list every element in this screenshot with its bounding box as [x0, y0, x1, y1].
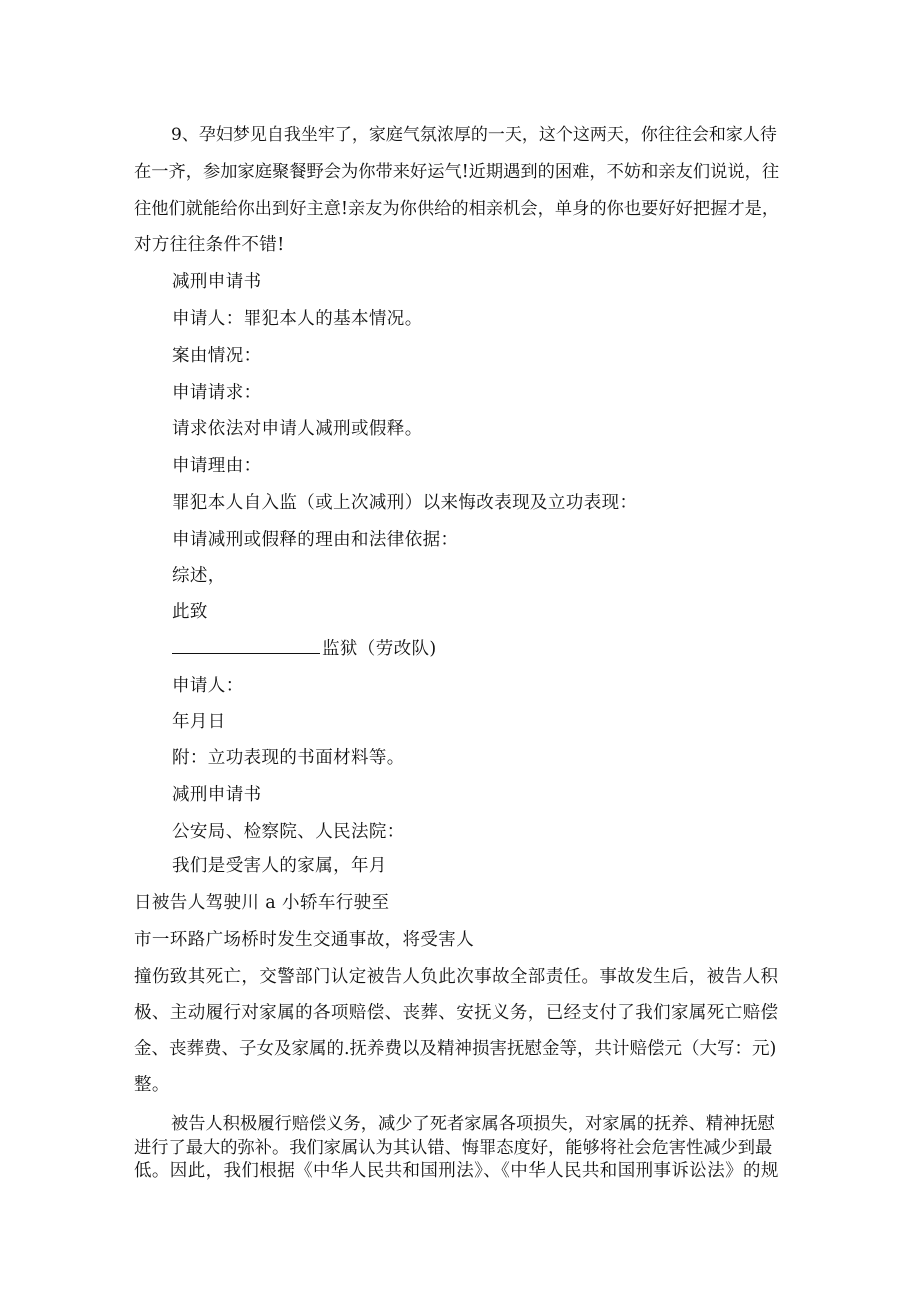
para1-line1: 9、孕妇梦见自我坐牢了，家庭气氛浓厚的一天，这个这两天，你往往会和家人待 [171, 125, 777, 145]
form1-signer: 申请人： [172, 676, 244, 696]
form1-title: 减刑申请书 [172, 272, 262, 292]
form2-para2-line1: 被告人积极履行赔偿义务，减少了死者家属各项损失，对家属的抚养、精神抚慰 [171, 1114, 775, 1134]
form1-applicant: 申请人：罪犯本人的基本情况。 [172, 309, 423, 329]
form1-prison-line [172, 635, 437, 660]
form2-body-line1: 我们是受害人的家属，年月 [172, 856, 387, 876]
form2-para2-line3: 低。因此，我们根据《中华人民共和国刑法》、《中华人民共和国刑事诉讼法》的规 [134, 1161, 779, 1181]
para1-line4: 对方往往条件不错! [134, 235, 285, 255]
form2-body-line4: 撞伤致其死亡，交警部门认定被告人负此次事故全部责任。事故发生后，被告人积 [134, 967, 779, 987]
form1-request: 请求依法对申请人减刑或假释。 [172, 419, 423, 439]
form1-summary: 综述， [172, 566, 226, 586]
form2-body-line7: 整。 [134, 1075, 170, 1095]
form2-addressee: 公安局、检察院、人民法院： [172, 822, 405, 842]
form1-attach: 附：立功表现的书面材料等。 [172, 748, 405, 768]
form1-case: 案由情况： [172, 346, 262, 366]
para1-line3: 往他们就能给你出到好主意!亲友为你供给的相亲机会，单身的你也要好好把握才是， [134, 199, 780, 219]
form1-reason2: 申请减刑或假释的理由和法律依据： [172, 530, 459, 550]
form2-body-line5: 极、主动履行对家属的各项赔偿、丧葬、安抚义务，已经支付了我们家属死亡赔偿 [134, 1003, 779, 1023]
form2-body-line3: 市一环路广场桥时发生交通事故，将受害人 [134, 930, 475, 950]
para1-line2: 在一齐，参加家庭聚餐野会为你带来好运气!近期遇到的困难，不妨和亲友们说说，往 [134, 162, 780, 182]
prison-name-blank [172, 639, 320, 654]
form2-body-line6: 金、丧葬费、子女及家属的.抚养费以及精神损害抚慰金等，共计赔偿元（大写：元) [134, 1039, 777, 1059]
form2-body-line2: 日被告人驾驶川 a 小轿车行驶至 [134, 893, 390, 913]
form1-prison: 监狱（劳改队) [322, 639, 437, 659]
form1-reason-label: 申请理由： [172, 456, 262, 476]
form2-title: 减刑申请书 [172, 785, 262, 805]
form1-reason1: 罪犯本人自入监（或上次减刑）以来悔改表现及立功表现： [172, 493, 638, 513]
form2-para2-line2: 进行了最大的弥补。我们家属认为其认错、悔罪态度好，能够将社会危害性减少到最 [134, 1138, 773, 1158]
form1-date: 年月日 [172, 712, 226, 732]
form1-request-label: 申请请求： [172, 383, 262, 403]
form1-salute: 此致 [172, 602, 208, 622]
